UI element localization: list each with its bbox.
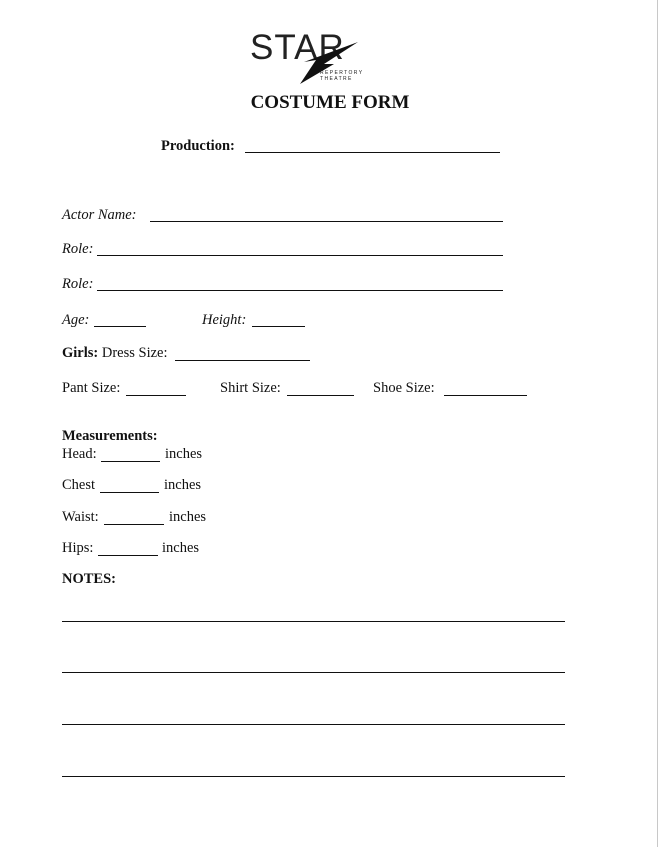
chest-unit: inches: [164, 477, 202, 493]
head-field[interactable]: [101, 461, 160, 462]
waist-field[interactable]: [104, 524, 164, 525]
hips-unit: inches: [162, 540, 200, 556]
hips-label: Hips:: [62, 540, 94, 556]
height-field[interactable]: [252, 326, 305, 327]
star-logo: [250, 28, 370, 90]
logo-subtitle: REPERTORY THEATRE: [320, 70, 364, 82]
chest-label: Chest: [62, 477, 96, 493]
role-label-2: Role:: [62, 276, 94, 292]
role-field-2[interactable]: [97, 290, 503, 291]
notes-line-1[interactable]: [62, 621, 565, 622]
production-label: Production:: [161, 138, 235, 154]
chest-field[interactable]: [100, 492, 159, 493]
notes-line-2[interactable]: [62, 672, 565, 673]
waist-unit: inches: [169, 509, 207, 525]
pant-size-field[interactable]: [126, 395, 186, 396]
dress-size-field[interactable]: [175, 360, 310, 361]
pant-size-label: Pant Size:: [62, 380, 121, 396]
shirt-size-field[interactable]: [287, 395, 354, 396]
notes-line-3[interactable]: [62, 724, 565, 725]
shoe-size-label: Shoe Size:: [373, 380, 435, 396]
role-label-1: Role:: [62, 241, 94, 257]
shirt-size-label: Shirt Size:: [220, 380, 281, 396]
dress-size-label: Dress Size:: [101, 345, 168, 361]
waist-label: Waist:: [62, 509, 99, 525]
production-field[interactable]: [245, 152, 500, 153]
girls-label: Girls:: [62, 345, 99, 361]
head-label: Head:: [62, 446, 97, 462]
page-title: COSTUME FORM: [250, 92, 410, 113]
actor-name-field[interactable]: [150, 221, 503, 222]
age-field[interactable]: [94, 326, 146, 327]
notes-line-4[interactable]: [62, 776, 565, 777]
shoe-size-field[interactable]: [444, 395, 527, 396]
girls-dress-row: [62, 345, 168, 362]
hips-field[interactable]: [98, 555, 158, 556]
measurements-heading: Measurements:: [62, 428, 158, 444]
notes-heading: NOTES:: [62, 571, 116, 587]
logo-wordmark: STAR: [250, 28, 345, 67]
role-field-1[interactable]: [97, 255, 503, 256]
age-label: Age:: [62, 312, 90, 328]
head-unit: inches: [165, 446, 203, 462]
height-label: Height:: [202, 312, 247, 328]
actor-name-label: Actor Name:: [62, 207, 137, 223]
